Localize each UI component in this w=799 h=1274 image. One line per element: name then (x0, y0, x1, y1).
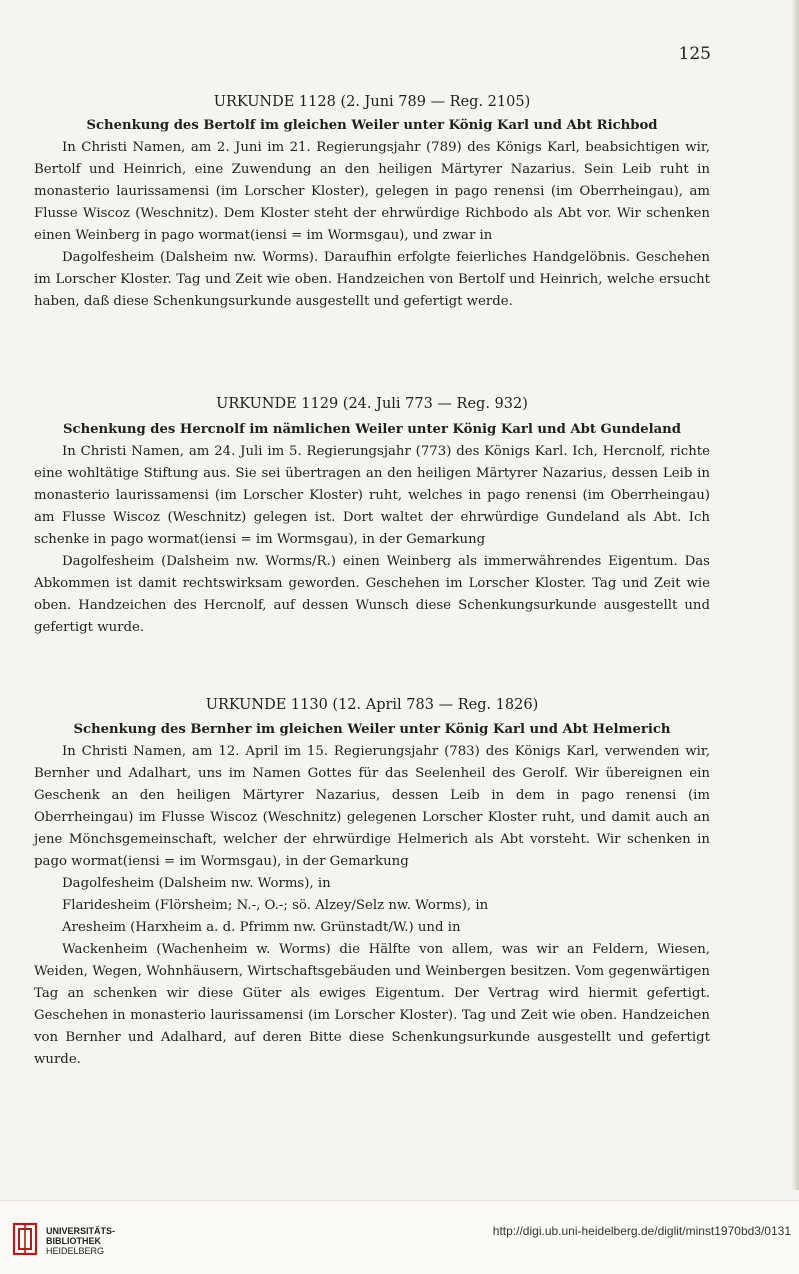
paragraph: In Christi Namen, am 24. Juli im 5. Regierungsjahr (773) des Königs Karl. Ich, Hercnolf, richte eine wohltätige Stiftung aus. Sie sei übertragen an den heiligen Märtyrer Nazarius, dessen Leib in monasterio laurissamensi (im Lorscher Kloster) ruht, welches in pago renensi (im Oberrheingau) am Flusse Wiscoz (Weschnitz) gelegen ist. Dort waltet der ehrwürdige Gundeland als Abt. Ich schenke in pago wormat(iensi = im Wormsgau), in der Gemarkung (34, 444, 710, 547)
section-heading: URKUNDE 1130 (12. April 783 — Reg. 1826) (205, 697, 539, 713)
library-name-line: BIBLIOTHEK (46, 1236, 101, 1246)
section-heading: URKUNDE 1128 (2. Juni 789 — Reg. 2105) (213, 94, 531, 110)
paragraph: Wackenheim (Wachenheim w. Worms) die Hälfte von allem, was wir an Feldern, Wiesen, Weiden, Wegen, Wohnhäusern, Wirtschaftsgebäuden und Weinbergen besitzen. Vom gegenwärtigen Tag an schenken wir diese Güter als ewiges Eigentum. Der Vertrag wird hiermit gefertigt. Geschehen in monasterio laurissamensi (im Lorscher Kloster). Tag und Zeit wie oben. Handzeichen von Bernher und Adalhard, auf deren Bitte diese Schenkungsurkunde ausgestellt und gefertigt wurde. (34, 942, 710, 1067)
page-number: 125 (678, 44, 711, 64)
paragraph: Dagolfesheim (Dalsheim nw. Worms/R.) einen Weinberg als immerwährendes Eigentum. Das Abkommen ist damit rechtswirksam geworden. Geschehen im Lorscher Kloster. Tag und Zeit wie oben. Handzeichen des Hercnolf, auf dessen Wunsch diese Schenkungsurkunde ausgestellt und gefertigt wurde. (34, 554, 710, 635)
library-name (46, 1226, 115, 1256)
library-name-line: UNIVERSITÄTS- (46, 1226, 116, 1236)
section-urkunde-1128 (34, 92, 710, 313)
paragraph: Dagolfesheim (Dalsheim nw. Worms). Daraufhin erfolgte feierliches Handgelöbnis. Geschehen im Lorscher Kloster. Tag und Zeit wie oben. Handzeichen von Bertolf und Heinrich, welche ersucht haben, daß diese Schenkungsurkunde ausgestellt und gefertigt werde. (34, 250, 710, 309)
paragraph: Dagolfesheim (Dalsheim nw. Worms), in (62, 876, 331, 891)
paragraph: Flaridesheim (Flörsheim; N.-, O.-; sö. Alzey/Selz nw. Worms), in (62, 898, 489, 913)
section-urkunde-1129 (34, 394, 710, 639)
paragraph: In Christi Namen, am 2. Juni im 21. Regierungsjahr (789) des Königs Karl, beabsichtigen wir, Bertolf und Heinrich, eine Zuwendung an den heiligen Märtyrer Nazarius. Sein Leib ruht in monasterio laurissamensi (im Lorscher Kloster), gelegen in pago renensi (im Oberrheingau), am Flusse Wiscoz (Weschnitz). Dem Kloster steht der ehrwürdige Richbodo als Abt vor. Wir schenken einen Weinberg in pago wormat(iensi = im Wormsgau), und zwar in (34, 140, 710, 243)
library-logo-icon (12, 1222, 38, 1256)
section-heading: URKUNDE 1129 (24. Juli 773 — Reg. 932) (216, 396, 528, 412)
source-url-link[interactable]: http://digi.ub.uni-heidelberg.de/diglit/minst1970bd3/0131 (492, 1224, 791, 1238)
section-subheading: Schenkung des Bertolf im gleichen Weiler unter König Karl und Abt Richbod (86, 118, 658, 133)
paragraph: In Christi Namen, am 12. April im 15. Regierungsjahr (783) des Königs Karl, verwenden wir, Bernher und Adalhart, uns im Namen Gottes für das Seelenheil des Gerolf. Wir übereignen ein Geschenk an den heiligen Märtyrer Nazarius, dessen Leib in dem in pago renensi (im Oberrheingau) im Flusse Wiscoz (Weschnitz) gelegenen Lorscher Kloster ruht, und damit auch an jene Mönchsgemeinschaft, welcher der ehrwürdige Helmerich als Abt vorsteht. Wir schenken in pago wormat(iensi = im Wormsgau), in der Gemarkung (34, 744, 710, 869)
page-edge-shadow (791, 0, 799, 1190)
section-subheading: Schenkung des Hercnolf im nämlichen Weiler unter König Karl und Abt Gundeland (63, 422, 681, 437)
section-urkunde-1130 (34, 695, 710, 1071)
library-name-line: HEIDELBERG (46, 1246, 105, 1256)
paragraph: Aresheim (Harxheim a. d. Pfrimm nw. Grünstadt/W.) und in (62, 920, 461, 935)
section-subheading: Schenkung des Bernher im gleichen Weiler unter König Karl und Abt Helmerich (73, 722, 671, 737)
